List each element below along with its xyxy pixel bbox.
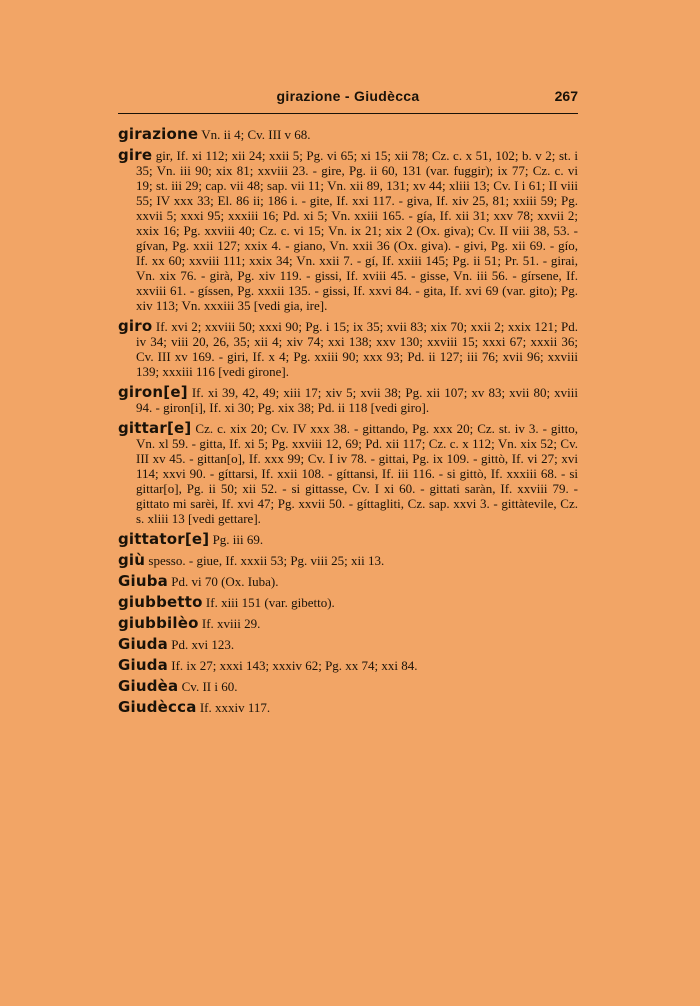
entry-giro	[118, 319, 578, 379]
entry-gittatore	[118, 532, 578, 547]
page-header	[118, 88, 578, 112]
entry-giubbileo	[118, 616, 578, 631]
entry-girazione	[118, 127, 578, 142]
entry-girone	[118, 385, 578, 415]
entry-giudecca	[118, 700, 578, 715]
running-title: girazione - Giudècca	[276, 88, 420, 104]
entry-body: If. xvi 2; xxviii 50; xxxi 90; Pg. i 15; ix 35; xvii 83; xix 70; xxii 2; xxix 121; Pd. iv 34; viii 20, 26, 35; xii 4; xiv 74; xxi 138; xxv 130; xxviii 15; xxxi 67; xxxii 36; Cv. III xv 169. - giri, If. x 4; Pg. xxiii 90; xxx 93; Pd. ii 127; iii 76; xvii 96; xxviii 139; xxxiii 116 [vedi girone].	[136, 319, 579, 379]
entry-body: If. xi 39, 42, 49; xiii 17; xiv 5; xvii 38; Pg. xii 107; xv 83; xvii 80; xviii 94. - giron[i], If. xi 30; Pg. xix 38; Pd. ii 118 [vedi giro].	[136, 385, 579, 415]
entry-giuba	[118, 574, 578, 589]
entry-giu	[118, 553, 578, 568]
entry-body: gir, If. xi 112; xii 24; xxii 5; Pg. vi 65; xi 15; xii 78; Cz. c. x 51, 102; b. v 2; st. i 35; Vn. iii 90; xix 81; xxviii 23. - gire, Pg. ii 60, 131 (var. fuggir); ix 77; Cz. c. vi 19; st. iii 29; cap. vii 48; sap. vii 11; Vn. xii 89, 131; xv 44; xliii 13; Cv. I i 61; II viii 55; IV xxx 33; El. 86 ii; 186 i. - gite, If. xxi 117. - giva, If. xiv 25, 81; xxiii 59; Pg. xxvii 5; xxxi 95; xxxiii 16; Pd. xi 5; Vn. xxiii 165. - gía, If. xii 31; xxv 78; xxvii 2; xxix 16; Pg. xxviii 40; Cz. c. vi 15; Vn. ix 21; xix 2 (Ox. giva); Cv. II viii 38, 53. - gívan, Pg. xxii 127; xxix 4. - giano, Vn. xxii 36 (Ox. giva). - givi, Pg. xii 69. - gío, If. xx 60; xxviii 111; xxix 34; Vn. xxii 7. - gí, If. xxiii 145; Pg. ii 51; Pr. 51. - girai, Vn. xix 76. - girà, Pg. xiv 119. - gissi, If. xviii 45. - gisse, Vn. iii 56. - gírsene, If. xxviii 61. - gíssen, Pg. xxxii 135. - gissi, If. xxvi 84. - gita, If. xvi 69 (var. gito); Pg. xiv 113; Vn. xxxiii 35 [vedi gia, ire].	[136, 148, 578, 313]
headword: giubbetto	[118, 593, 203, 611]
entry-giuda-1	[118, 637, 578, 652]
entry-giubbetto	[118, 595, 578, 610]
entry-body: Pd. vi 70 (Ox. Iuba).	[171, 574, 279, 589]
headword: gire	[118, 146, 153, 164]
headword: giron[e]	[118, 383, 188, 401]
headword: Giuda	[118, 656, 168, 674]
entry-giuda-2	[118, 658, 578, 673]
headword: Giudècca	[118, 698, 197, 716]
entry-gittare	[118, 421, 578, 526]
entry-body: Cv. II i 60.	[181, 679, 238, 694]
headword: giù	[118, 551, 146, 569]
entry-giudea	[118, 679, 578, 694]
entry-body: Pg. iii 69.	[212, 532, 264, 547]
headword: Giudèa	[118, 677, 179, 695]
entry-body: spesso. - giue, If. xxxii 53; Pg. viii 25; xii 13.	[148, 553, 385, 568]
entry-body: If. xviii 29.	[201, 616, 261, 631]
entry-body: If. xiii 151 (var. gibetto).	[205, 595, 335, 610]
entry-body: If. xxxiv 117.	[199, 700, 271, 715]
header-rule	[118, 113, 578, 114]
headword: gittar[e]	[118, 419, 192, 437]
headword: giro	[118, 317, 153, 335]
headword: Giuda	[118, 635, 168, 653]
page-number: 267	[554, 88, 578, 104]
entry-gire	[118, 148, 578, 313]
headword: gittator[e]	[118, 530, 210, 548]
entry-list	[118, 127, 578, 721]
entry-body: Pd. xvi 123.	[171, 637, 235, 652]
headword: giubbilèo	[118, 614, 199, 632]
entry-body: If. ix 27; xxxi 143; xxxiv 62; Pg. xx 74; xxi 84.	[171, 658, 418, 673]
headword: girazione	[118, 125, 199, 143]
entry-body: Vn. ii 4; Cv. III v 68.	[201, 127, 311, 142]
headword: Giuba	[118, 572, 168, 590]
entry-body: Cz. c. xix 20; Cv. IV xxx 38. - gittando, Pg. xxx 20; Cz. st. iv 3. - gitto, Vn. xl 59. - gitta, If. xi 5; Pg. xxviii 12, 69; Pd. xii 117; Cz. c. x 112; Vn. xix 52; Cv. III xv 45. - gittan[o], If. xxx 99; Cv. I iv 78. - gittai, Pg. ix 109. - gittò, If. vi 27; xvi 114; xxvi 90. - gíttarsi, If. xxii 108. - gíttansi, If. iii 116. - si gittò, If. xxxiii 68. - si gittar[o], Pg. ii 50; xii 52. - si gittasse, Cv. I xi 60. - gittati saràn, If. xxviii 79. - gittato mi sarèi, If. xvi 47; Pg. xxvii 50. - gíttagliti, Cz. sap. xxvi 3. - gittàtevile, Cz. s. xliii 13 [vedi gettare].	[136, 421, 578, 526]
